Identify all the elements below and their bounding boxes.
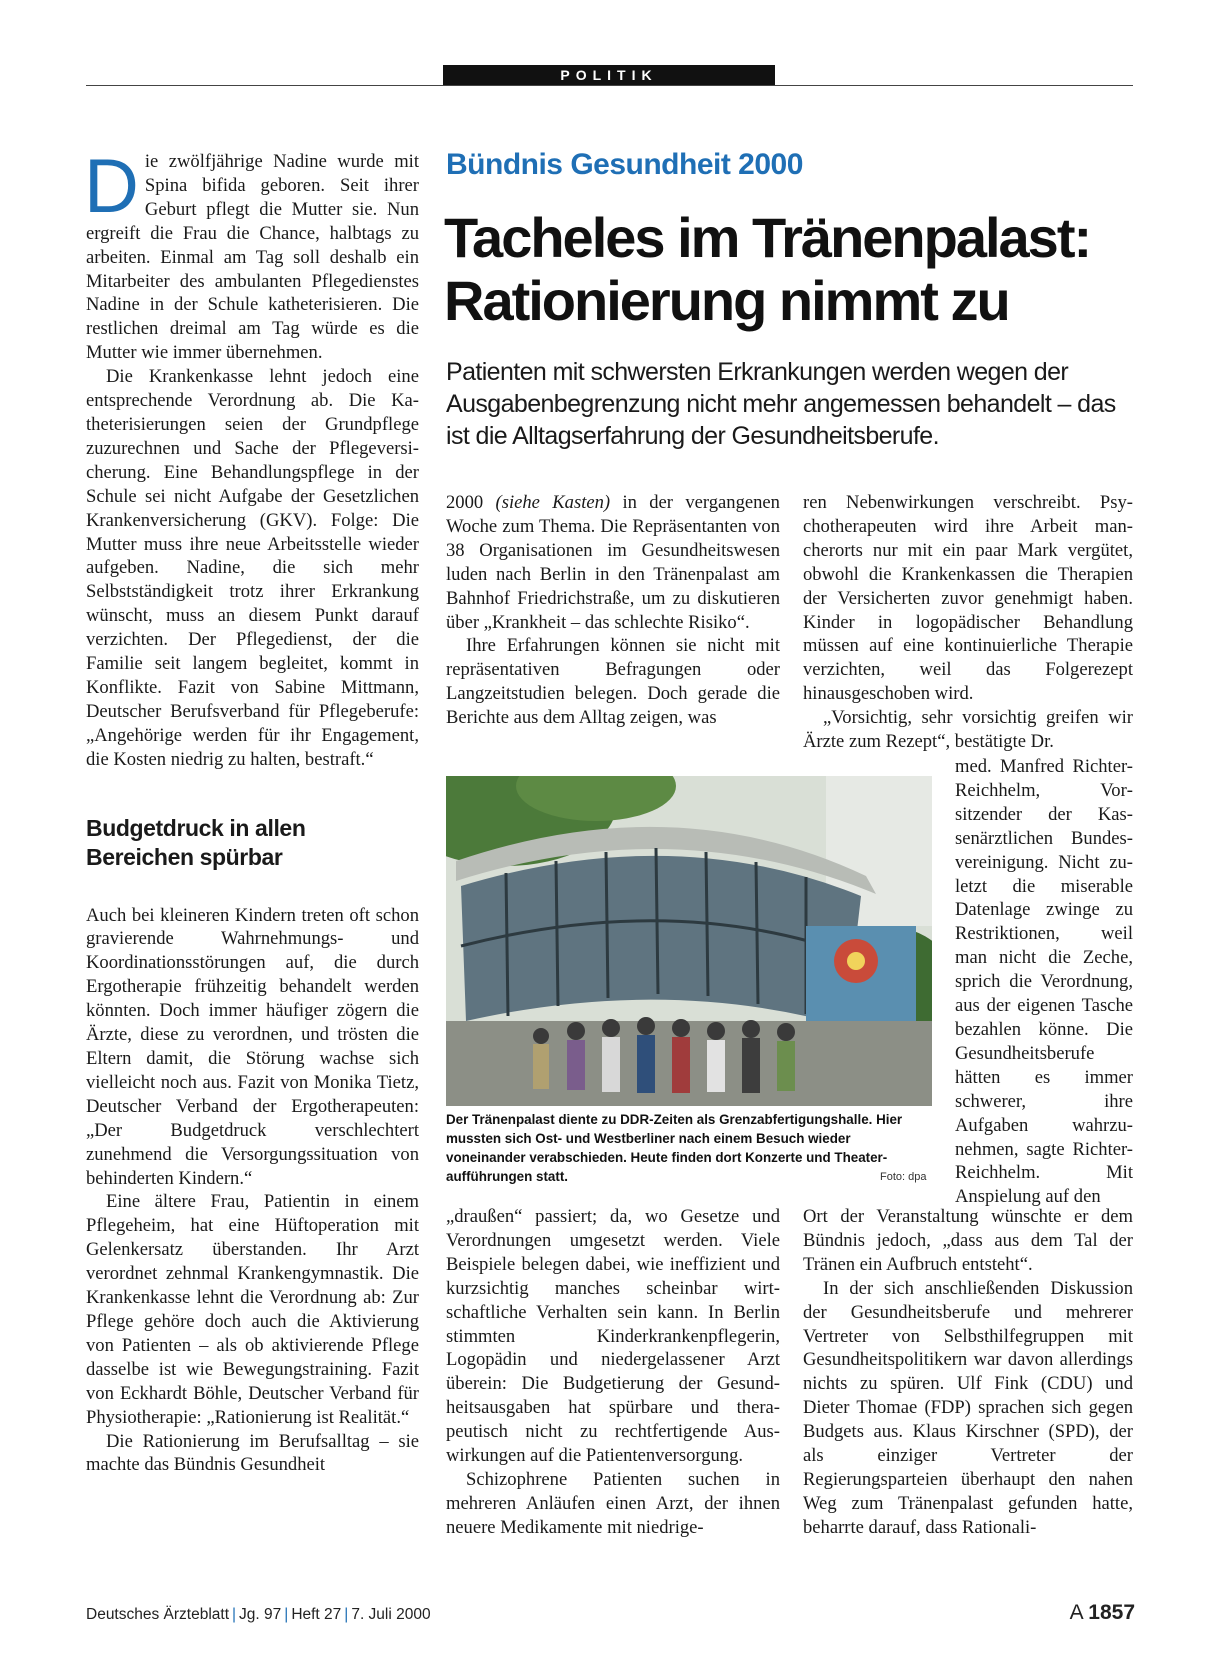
photo-caption: Der Tränenpalast diente zu DDR-Zeiten als Grenzabfertigungshalle. Hier mussten sich Ost- und Westberliner nach einem Besuch wieder voneinander verabschieden. Heute finden dort Konzerte und Theateraufführungen statt. [446,1112,903,1184]
issue-date: 7. Juli 2000 [351,1606,431,1623]
journal-volume: Jg. 97 [239,1606,282,1623]
article-column-3-narrow [955,755,1133,1209]
journal-issue: Heft 27 [291,1606,342,1623]
article-column-2-bottom [446,1205,780,1540]
headline: Tacheles im Tränenpalast: Rationierung nimmt zu [444,206,1091,332]
page-number: A 1857 [1069,1601,1135,1624]
article-column-2-top [446,491,780,730]
article-column-3-bottom [803,1205,1133,1540]
body-paragraph: med. Manfred Richter-Reichhelm, Vorsitzender der Kassenärztlichen Bundesvereinigung. Nicht zuletzt die miserable Datenlage zwinge zu Restriktionen, weil man nicht die Zeche, sprich die Verordnung, aus der eigenen Tasche bezahlen könne. Die Gesundheitsberufe hätten es immer schwerer, ihre Aufgaben wahrzunehmen, sagte Richter-Reichhelm. Mit Anspielung auf den [955,756,1133,1208]
body-paragraph: Ort der Veranstaltung wünschte er dem Bündnis jedoch, „dass aus dem Tal der Tränen ein Aufbruch entsteht“. [803,1206,1133,1275]
drop-cap: D [84,144,139,229]
body-paragraph: Schizophrene Patienten suchen in mehreren Anläufen einen Arzt, der ihnen neuere Medikamente mit niedrige- [446,1468,780,1538]
body-paragraph: „Vorsichtig, sehr vorsichtig greifen wir Ärzte zum Rezept“, bestätigte Dr. [803,707,1133,753]
header-rule [86,85,1133,86]
kicker: Bündnis Gesundheit 2000 [446,148,803,181]
body-paragraph: Eine ältere Frau, Patientin in einem Pflegeheim, hat eine Hüftoperation mit Gelenkersatz überstanden. Ihr Arzt verordnet zehnmal Krankengymnastik. Die Krankenkasse lehnt die Verordnung ab: Zur Pflege gehöre doch auch die Aktivierung von Patienten – als ob aktivierende Pflege dasselbe ist wie Bewegungstraining. Fazit von Eckhardt Böhle, Deutscher Verband für Physiotherapie: „Rationierung ist Realität.“ [86,1191,419,1428]
traenenpalast-photo-illustration [446,776,932,1106]
journal-name: Deutsches Ärzteblatt [86,1606,230,1623]
footer-citation: Deutsches Ärzteblatt | Jg. 97 | Heft 27 | 7. Juli 2000 [86,1606,431,1623]
article-column-3-top [803,491,1133,754]
intro-paragraph: Die zwölfjährige Nadine wurde mit Spina bifida geboren. Seit ihrer Geburt pflegt die Mutter sie. Nun ergreift die Frau die Chance, halbtags zu arbeiten. Einmal am Tag soll deshalb ein Mitarbeiter des ambulanten Pflegedienstes Nadine in der Schule katheterisieren. Die restlichen dreimal am Tag würde es die Mutter wie immer übernehmen. [84,144,419,364]
section-label: POLITIK [443,65,775,86]
news-photo [446,776,932,1106]
body-paragraph: ren Nebenwirkungen verschreibt. Psychotherapeuten wird ihre Arbeit mancherorts nur mit ein paar Mark vergütet, obwohl die Krankenkassen die Therapien der Versicherten zuvor genehmigt haben. Kinder in logopädischer Behandlung müssen auf eine kontinuierliche Therapie verzichten, weil das Folgerezept hinausgeschoben wird. [803,492,1133,705]
body-paragraph: Die Krankenkasse lehnt jedoch eine entsprechende Verordnung ab. Die Katheterisierungen seien der Grundpflege zuzurechnen und Sache der Pflegeversicherung. Eine Behandlungspflege in der Schule sei nicht Aufgabe der Gesetzlichen Krankenversicherung (GKV). Folge: Die Mutter muss ihre neue Arbeitsstelle wieder aufgeben. Nadine, die sich mehr Selbstständigkeit trotz ihrer Erkrankung wünscht, muss an diesem Punkt darauf verzichten. Der Pflegedienst, der die Familie seit langem begleitet, kommt in Konflikte. Fazit von Sabine Mittmann, Deutscher Berufsverband für Pflegeberufe: „Angehörige werden für ihr Engagement, die Kosten niedrig zu halten, bestraft.“ [86,366,419,770]
body-paragraph: Auch bei kleineren Kindern treten oft schon gravierende Wahrnehmungs- und Koordinationsstörungen auf, die durch Ergotherapie frühzeitig behandelt werden könnten. Doch immer häufiger zögern die Ärzte, diese zu verordnen, und trösten die Eltern damit, die Störung wachse sich vielleicht noch aus. Fazit von Monika Tietz, Deutscher Verband der Ergotherapeuten: „Der Budgetdruck verschlechtert zunehmend die Versorgungssituation von behinderten Kindern.“ [86,904,419,1189]
body-paragraph: Ihre Erfahrungen können sie nicht mit repräsentativen Befragungen oder Langzeitstudien belegen. Doch gerade die Berichte aus dem Alltag zeigen, was [446,635,780,729]
subheading: Budgetdruck in allen Bereichen spürbar [86,814,306,870]
body-paragraph: „draußen“ passiert; da, wo Gesetze und Verordnungen umgesetzt werden. Viele Beispiele belegen dabei, wie ineffizient und kurzsichtig manches scheinbar wirtschaftliche Verhalten sein kann. In Berlin stimmten Kinderkrankenpflegerin, Logopädin und niedergelassener Arzt überein: Die Budgetierung der Gesundheitsausgaben hat spürbare und therapeutisch nicht zu rechtfertigende Auswirkungen auf die Patientenversorgung. [446,1206,780,1467]
deck-lead: Patienten mit schwersten Erkrankungen werden wegen der Ausgabenbegrenzung nicht mehr angemessen behandelt – das ist die Alltagserfahrung der Gesundheitsberufe. [446,358,1116,450]
article-column-1 [84,144,419,1477]
body-paragraph: In der sich anschließenden Diskussion der Gesundheitsberufe und mehrerer Vertreter von Selbsthilfegruppen mit Gesundheitspolitikern war davon allerdings nichts zu spüren. Ulf Fink (CDU) und Dieter Thomae (FDP) sprachen sich gegen Budgets aus. Klaus Kirschner (SPD), der als einziger Vertreter der Regierungsparteien überhaupt den nahen Weg zum Tränenpalast gefunden hatte, beharrte darauf, dass Rationali- [803,1277,1133,1538]
body-paragraph: Die Rationierung im Berufsalltag – sie machte das Bündnis Gesundheit [86,1430,419,1476]
photo-credit: Foto: dpa [880,1171,927,1183]
body-paragraph: 2000 (siehe Kasten) in der vergangenen Woche zum Thema. Die Repräsentanten von 38 Organisationen im Gesundheitswesen luden nach Berlin in den Tränenpalast am Bahnhof Friedrichstraße, um zu diskutieren über „Krankheit – das schlechte Risiko“. [446,492,780,633]
